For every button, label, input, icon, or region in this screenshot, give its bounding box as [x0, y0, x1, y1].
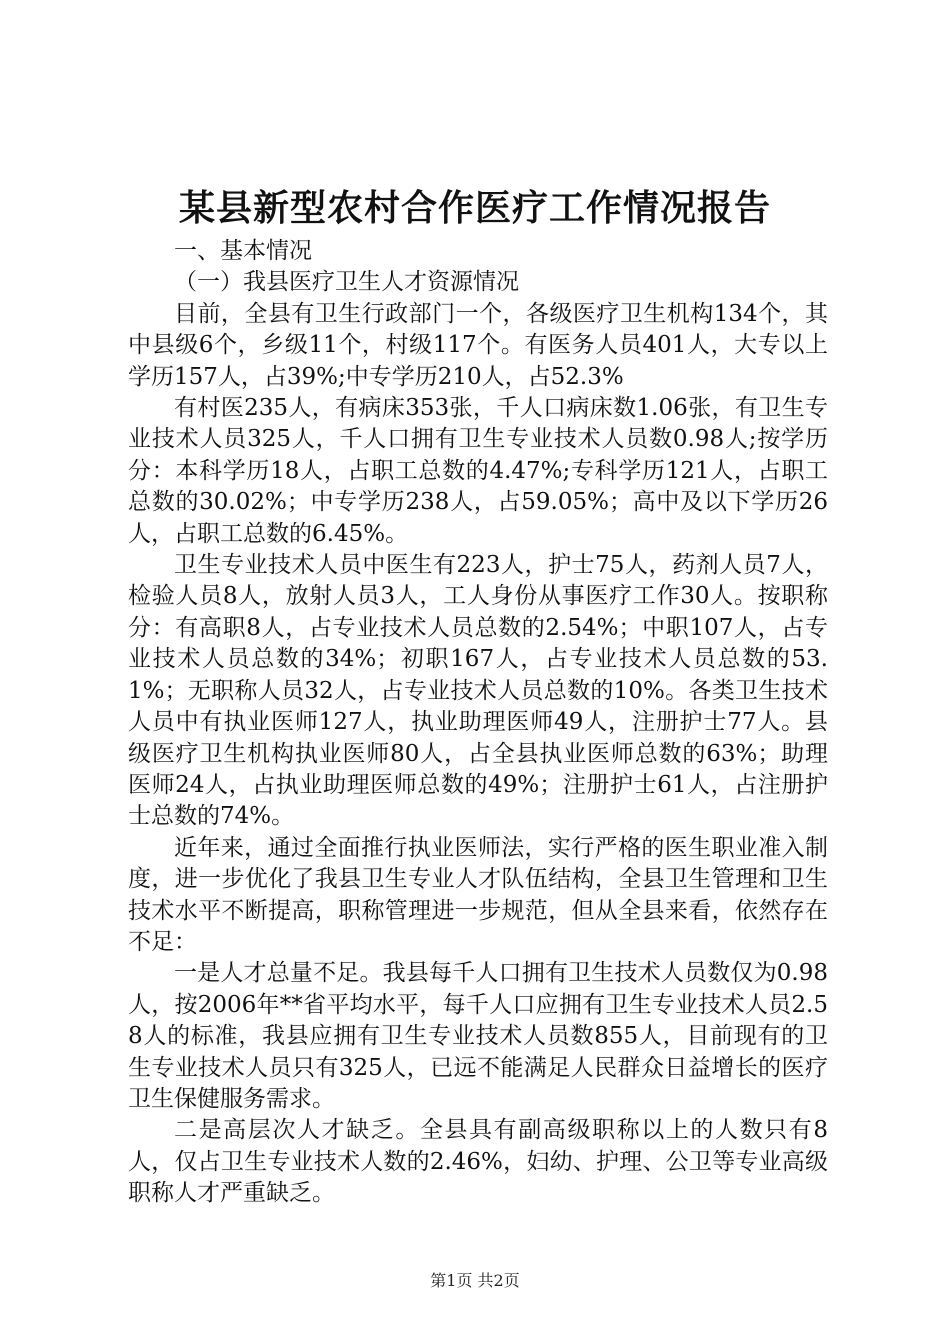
- paragraph: 一是人才总量不足。我县每千人口拥有卫生技术人员数仅为0.98人，按2006年**省平均水平，每千人口应拥有卫生专业技术人员2.58人的标准，我县应拥有卫生专业技术人员数855人，目前现有的卫生专业技术人员只有325人，已远不能满足人民群众日益增长的医疗卫生保健服务需求。: [128, 960, 828, 1112]
- paragraph: 近年来，通过全面推行执业医师法，实行严格的医生职业准入制度，进一步优化了我县卫生专业人才队伍结构，全县卫生管理和卫生技术水平不断提高，职称管理进一步规范，但从全县来看，依然存在不足：: [128, 834, 828, 955]
- document-body: [128, 236, 828, 1210]
- paragraph: 有村医235人，有病床353张，千人口病床数1.06张，有卫生专业技术人员325人，千人口拥有卫生专业技术人员数0.98人;按学历分：本科学历18人，占职工总数的4.47%;专科学历121人，占职工总数的30.02%；中专学历238人，占59.05%；高中及以下学历26人，占职工总数的6.45%。: [128, 395, 828, 547]
- paragraph: 目前，全县有卫生行政部门一个，各级医疗卫生机构134个，其中县级6个，乡级11个，村级117个。有医务人员401人，大专以上学历157人，占39%;中专学历210人，占52.3%: [128, 300, 828, 390]
- paragraph: 二是高层次人才缺乏。全县具有副高级职称以上的人数只有8人，仅占卫生专业技术人数的2.46%，妇幼、护理、公卫等专业高级职称人才严重缺乏。: [128, 1117, 828, 1207]
- page-footer: 第1页 共2页: [430, 1271, 520, 1290]
- document-title: 某县新型农村合作医疗工作情况报告: [178, 187, 771, 229]
- subsection-heading: （一）我县医疗卫生人才资源情况: [174, 269, 519, 296]
- paragraph: 卫生专业技术人员中医生有223人，护士75人，药剂人员7人，检验人员8人，放射人员3人，工人身份从事医疗工作30人。按职称分：有高职8人，占专业技术人员总数的2.54%；中职107人，占专业技术人员总数的34%；初职167人，占专业技术人员总数的53.1%；无职称人员32人，占专业技术人员总数的10%。各类卫生技术人员中有执业医师127人，执业助理医师49人，注册护士77人。县级医疗卫生机构执业医师80人，占全县执业医师总数的63%；助理医师24人，占执业助理医师总数的49%；注册护士61人，占注册护士总数的74%。: [128, 552, 828, 830]
- section-heading: 一、基本情况: [174, 238, 312, 264]
